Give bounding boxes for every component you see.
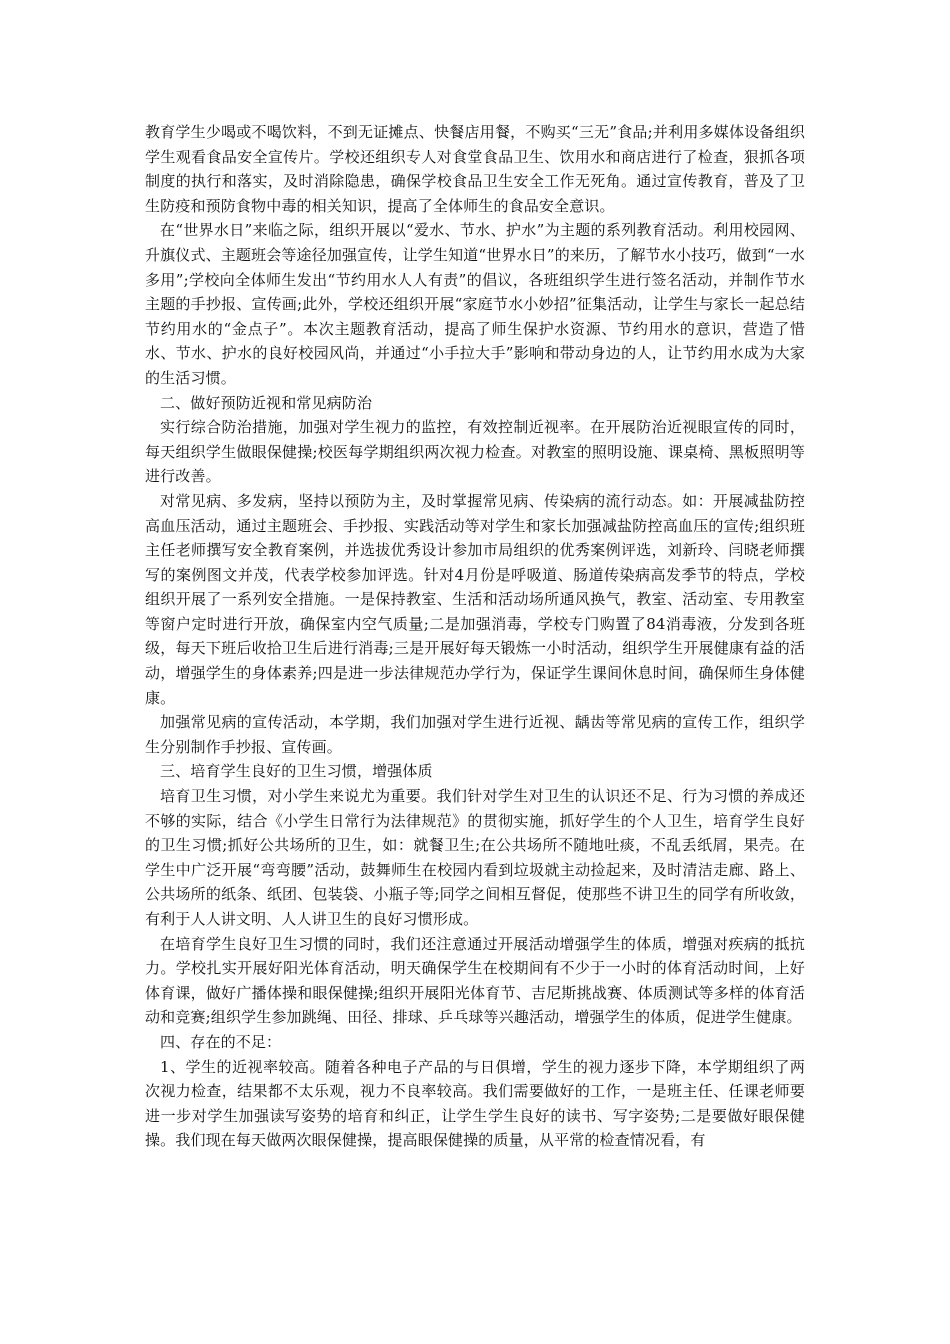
section-heading-hygiene-habits: 三、培育学生良好的卫生习惯，增强体质 (160, 762, 433, 781)
paragraph-common-diseases: 对常见病、多发病，坚持以预防为主，及时掌握常见病、传染病的流行动态。如：开展减盐防控高血压活动，通过主题班会、手抄报、实践活动等对学生和家长加强减盐防控高血压的宣传;组织班主任老师撰写安全教育案例，并选拔优秀设计参加市局组织的优秀案例评选，刘新玲、闫晓老师撰写的案例图文并茂，代表学校参加评选。针对4月份是呼吸道、肠道传染病高发季节的特点，学校组织开展了一系列安全措施。一是保持教室、生活和活动场所通风换气，教室、活动室、专用教室等窗户定时进行开放，确保室内空气质量;二是加强消毒，学校专门购置了84消毒液，分发到各班级，每天下班后收拾卫生后进行消毒;三是开展好每天锻炼一小时活动，组织学生开展健康有益的活动，增强学生的身体素养;四是进一步法律规范办学行为，保证学生课间休息时间，确保师生身体健康。 (145, 491, 805, 707)
paragraph-physical-fitness: 在培育学生良好卫生习惯的同时，我们还注意通过开展活动增强学生的体质，增强对疾病的抵抗力。学校扎实开展好阳光体育活动，明天确保学生在校期间有不少于一小时的体育活动时间，上好体育课，做好广播体操和眼保健操;组织开展阳光体育节、吉尼斯挑战赛、体质测试等多样的体育活动和竞赛;组织学生参加跳绳、田径、排球、乒乓球等兴趣活动，增强学生的体质，促进学生健康。 (145, 934, 805, 1027)
section-heading-shortcomings: 四、存在的不足： (160, 1032, 282, 1051)
paragraph-hygiene-habits: 培育卫生习惯，对小学生来说尤为重要。我们针对学生对卫生的认识还不足、行为习惯的养成还不够的实际，结合《小学生日常行为法律规范》的贯彻实施，抓好学生的个人卫生，培育学生良好的卫生习惯;抓好公共场所的卫生，如：就餐卫生;在公共场所不随地吐痰，不乱丢纸屑，果壳。在学生中广泛开展“弯弯腰”活动，鼓舞师生在校园内看到垃圾就主动捡起来，及时清洁走廊、路上、公共场所的纸条、纸团、包装袋、小瓶子等;同学之间相互督促，使那些不讲卫生的同学有所收敛，有利于人人讲文明、人人讲卫生的良好习惯形成。 (145, 787, 805, 928)
paragraph-food-safety: 教育学生少喝或不喝饮料，不到无证摊点、快餐店用餐，不购买“三无”食品;并利用多媒体设备组织学生观看食品安全宣传片。学校还组织专人对食堂食品卫生、饮用水和商店进行了检查，狠抓各项制度的执行和落实，及时消除隐患，确保学校食品卫生安全工作无死角。通过宣传教育，普及了卫生防疫和预防食物中毒的相关知识，提高了全体师生的食品安全意识。 (145, 123, 805, 215)
document-page (0, 120, 950, 1153)
paragraph-myopia-measures: 实行综合防治措施，加强对学生视力的监控，有效控制近视率。在开展防治近视眼宣传的同时，每天组织学生做眼保健操;校医每学期组织两次视力检查。对教室的照明设施、课桌椅、黑板照明等进行改善。 (145, 418, 805, 486)
paragraph-disease-publicity: 加强常见病的宣传活动，本学期，我们加强对学生进行近视、龋齿等常见病的宣传工作，组织学生分别制作手抄报、宣传画。 (145, 713, 805, 756)
paragraph-world-water-day: 在“世界水日”来临之际，组织开展以“爱水、节水、护水”为主题的系列教育活动。利用校园网、升旗仪式、主题班会等途径加强宣传，让学生知道“世界水日”的来历，了解节水小技巧，做到“一水多用”;学校向全体师生发出“节约用水人人有责”的倡议，各班组织学生进行签名活动，并制作节水主题的手抄报、宣传画;此外，学校还组织开展“家庭节水小妙招”征集活动，让学生与家长一起总结节约用水的“金点子”。本次主题教育活动，提高了师生保护水资源、节约用水的意识，营造了惜水、节水、护水的良好校园风尚，并通过“小手拉大手”影响和带动身边的人，让节约用水成为大家的生活习惯。 (145, 221, 805, 387)
paragraph-myopia-rate: 1、学生的近视率较高。随着各种电子产品的与日俱增，学生的视力逐步下降，本学期组织了两次视力检查，结果都不太乐观，视力不良率较高。我们需要做好的工作，一是班主任、任课老师要进一步对学生加强读写姿势的培育和纠正，让学生学生良好的读书、写字姿势;二是要做好眼保健操。我们现在每天做两次眼保健操，提高眼保健操的质量，从平常的检查情况看，有 (145, 1057, 805, 1150)
section-heading-myopia-prevention: 二、做好预防近视和常见病防治 (160, 393, 373, 412)
